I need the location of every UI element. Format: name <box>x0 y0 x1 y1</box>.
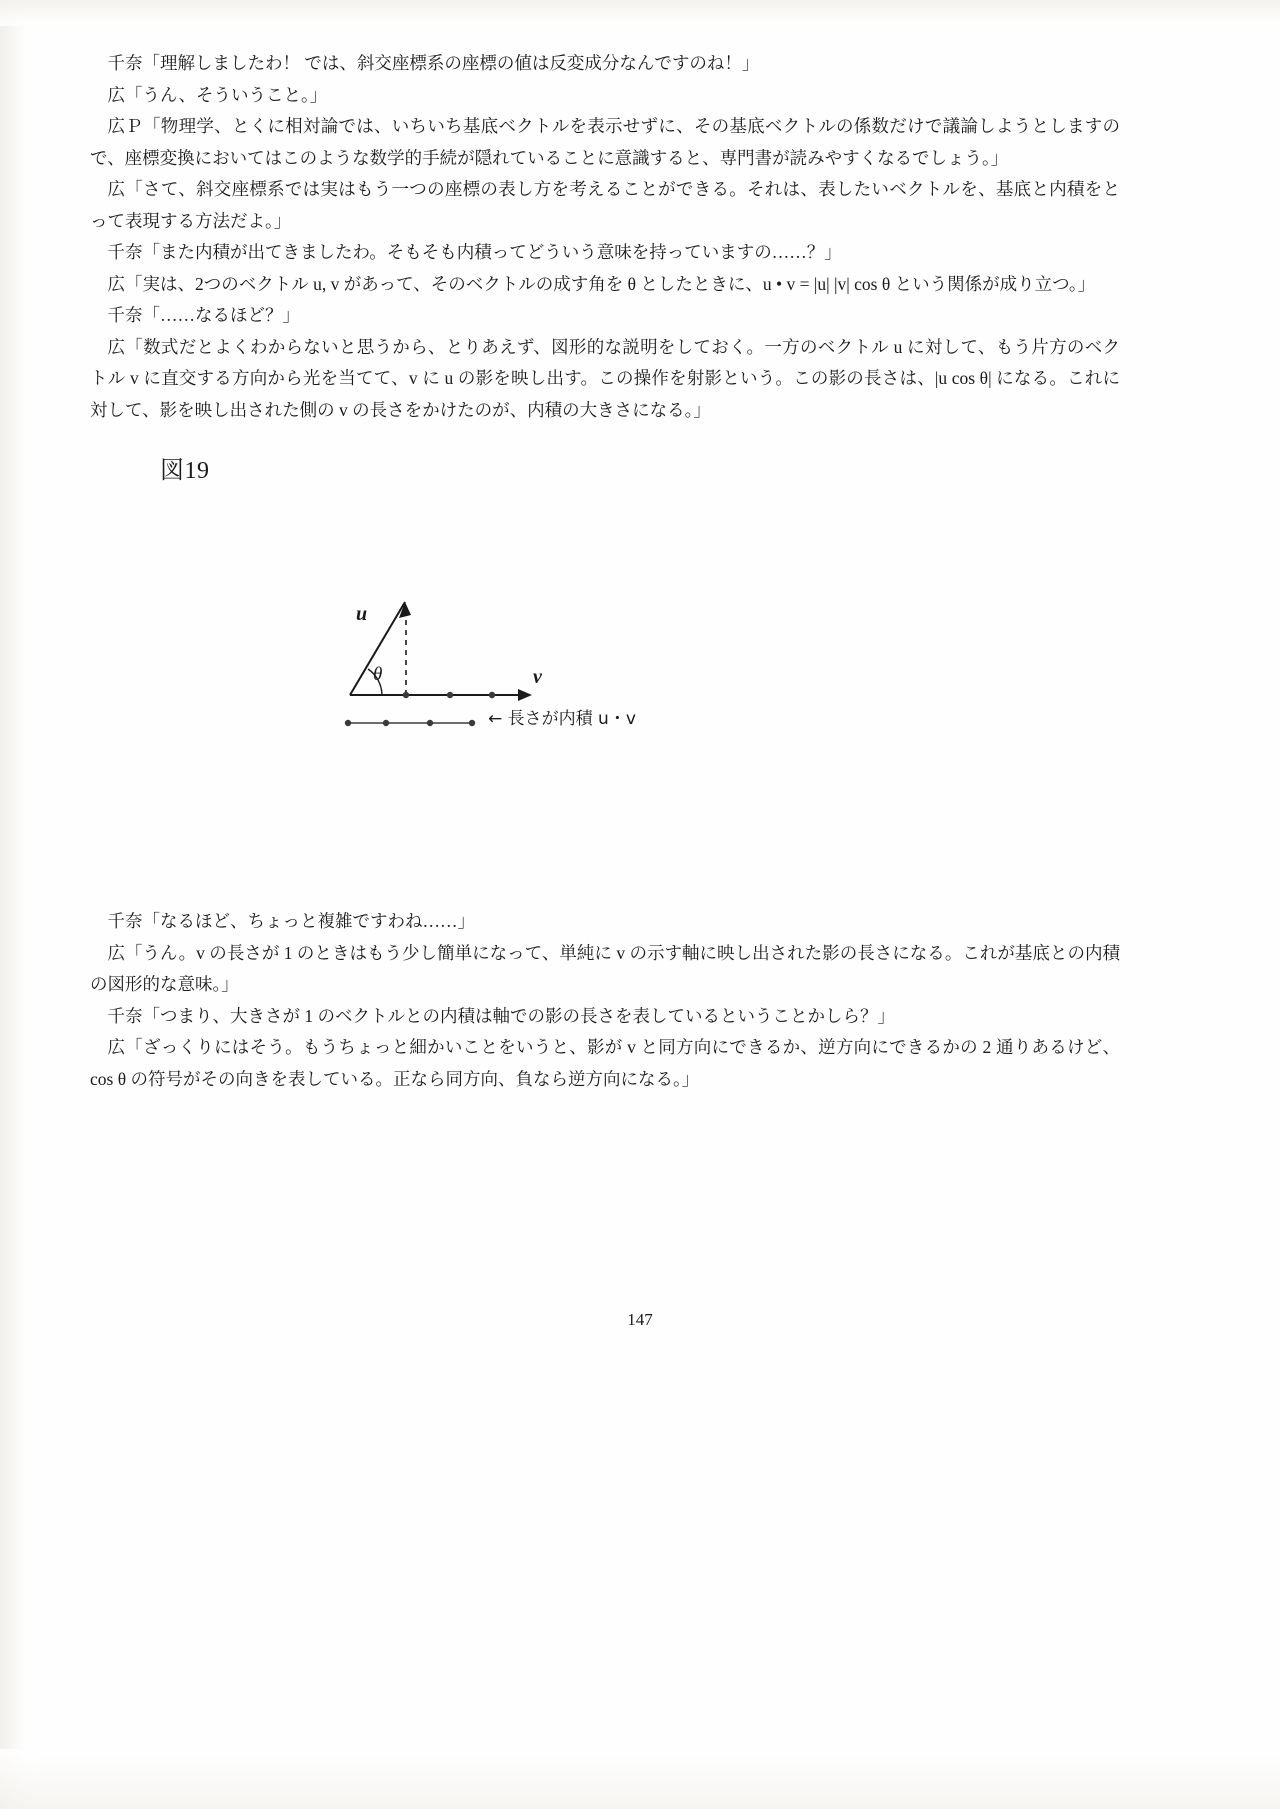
segment-dot <box>469 720 475 726</box>
scan-edge-top <box>0 0 1280 26</box>
segment-dot <box>383 720 389 726</box>
vector-v-arrowhead <box>518 689 532 701</box>
paragraph: 広「ざっくりにはそう。もうちょっと細かいことをいうと、影が v と同方向にできるか、逆方向にできるかの 2 通りあるけど、cos θ の符号がその向きを表している。正なら同方向、負なら逆方向になる。」 <box>90 1037 1120 1089</box>
paragraph: 広「さて、斜交座標系では実はもう一つの座標の表し方を考えることができる。それは、表したいベクトルを、基底と内積をとって表現する方法だよ。」 <box>90 179 1120 231</box>
figure-19 <box>320 580 740 770</box>
body-text-top <box>90 48 1120 426</box>
segment-dot <box>345 720 351 726</box>
scan-edge-left <box>0 0 34 1809</box>
figure-label: 図19 <box>160 458 210 484</box>
paragraph: 広「実は、2つのベクトル u, v があって、そのベクトルの成す角を θ としたときに、u • v = |u| |v| cos θ という関係が成り立つ。」 <box>107 273 1096 294</box>
axis-dot <box>447 692 453 698</box>
vector-u-label: u <box>356 603 368 625</box>
body-text-bottom <box>90 906 1120 1095</box>
angle-theta-label: θ <box>373 664 383 685</box>
page-number: 147 <box>627 1310 653 1329</box>
axis-dot <box>489 692 495 698</box>
paragraph: 千奈「……なるほど？」 <box>107 305 300 325</box>
paragraph: 千奈「つまり、大きさが 1 のベクトルとの内積は軸での影の長さを表しているということかしら？」 <box>107 1005 895 1026</box>
inner-product-diagram <box>320 580 740 770</box>
paragraph: 広「うん、そういうこと。」 <box>107 84 328 105</box>
figure-annotation: ← 長さが内積 u・v <box>488 709 636 729</box>
scan-edge-bottom <box>0 1749 1280 1809</box>
paragraph: 千奈「理解しましたわ！ では、斜交座標系の座標の値は反変成分なんですのね！」 <box>107 53 760 73</box>
paragraph: 広Ｐ「物理学、とくに相対論では、いちいち基底ベクトルを表示せずに、その基底ベクトルの係数だけで議論しようとしますので、座標変換においてはこのような数学的手続が隠れていることに意識すると、専門書が読みやすくなるでしょう。」 <box>90 116 1120 168</box>
paragraph: 広「うん。v の長さが 1 のときはもう少し簡単になって、単純に v の示す軸に映し出された影の長さになる。これが基底との内積の図形的な意味。」 <box>90 942 1120 994</box>
segment-dot <box>427 720 433 726</box>
vector-v-label: v <box>533 666 542 688</box>
axis-dot <box>403 692 409 698</box>
paragraph: 千奈「また内積が出てきましたわ。そもそも内積ってどういう意味を持っていますの……？」 <box>107 242 842 262</box>
paragraph: 千奈「なるほど、ちょっと複雑ですわね……」 <box>107 911 475 931</box>
paragraph: 広「数式だとよくわからないと思うから、とりあえず、図形的な説明をしておく。一方のベクトル u に対して、もう片方のベクトル v に直交する方向から光を当てて、v に u の影を映し出す。この操作を射影という。この影の長さは、|u cos θ| になる。これに対して、影を映し出された側の v の長さをかけたのが、内積の大きさになる。」 <box>90 336 1120 420</box>
